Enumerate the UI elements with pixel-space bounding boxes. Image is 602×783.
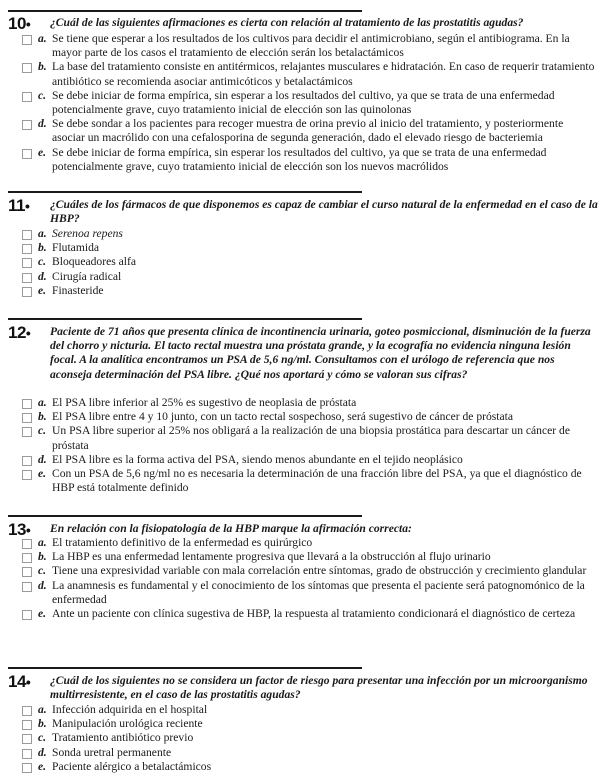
option-d[interactable]: d. El PSA libre es la forma activa del PSA, siendo menos abundante en el tejido neoplásico (0, 453, 602, 467)
checkbox[interactable] (22, 749, 32, 759)
checkbox[interactable] (22, 553, 32, 563)
checkbox[interactable] (22, 582, 32, 592)
question-number: 11• (8, 196, 30, 215)
option-d[interactable]: d. Cirugía radical (0, 270, 602, 284)
checkbox[interactable] (22, 567, 32, 577)
checkbox[interactable] (22, 149, 32, 159)
checkbox[interactable] (22, 720, 32, 730)
question-text: ¿Cuáles de los fármacos de que disponemos es capaz de cambiar el curso natural de la enfermedad en el caso de la HBP? (50, 198, 598, 226)
checkbox[interactable] (22, 470, 32, 480)
option-c[interactable]: c. Bloqueadores alfa (0, 255, 602, 269)
option-e[interactable]: e. Paciente alérgico a betalactámicos (0, 760, 602, 774)
option-a[interactable]: a. Se tiene que esperar a los resultados de los cultivos para decidir el antimicrobiano, según el antibiograma. En la mayor parte de los casos el tratamiento de elección serán los betalactámicos (0, 32, 602, 60)
checkbox[interactable] (22, 734, 32, 744)
option-d[interactable]: d. Se debe sondar a los pacientes para recoger muestra de orina previo al inicio del tratamiento, y posteriormente asociar un macrólido con una cefalosporina de segunda generación, dado el elevado riesgo de bacteriemia (0, 117, 602, 145)
option-a[interactable]: a. Serenoa repens (0, 227, 602, 241)
question-number: 13• (8, 520, 31, 539)
checkbox[interactable] (22, 92, 32, 102)
checkbox[interactable] (22, 244, 32, 254)
question-number: 12• (8, 323, 31, 342)
option-b[interactable]: b. La HBP es una enfermedad lentamente progresiva que llevará a la obstrucción al flujo urinario (0, 550, 602, 564)
divider (8, 515, 362, 517)
option-b[interactable]: b. El PSA libre entre 4 y 10 junto, con un tacto rectal sospechoso, será sugestivo de cáncer de próstata (0, 410, 602, 424)
question-text: Paciente de 71 años que presenta clínica de incontinencia urinaria, goteo posmiccional, disminución de la fuerza del chorro y nicturia. El tacto rectal muestra una próstata grande, y la ecografía no evidencia ninguna lesión focal. A la analítica encontramos un PSA de 5,6 ng/ml. Consultamos con el urólogo de referencia que nos aconseja determinación del PSA libre. ¿Qué nos aportará y cómo se valoran sus cifras? (50, 325, 591, 381)
checkbox[interactable] (22, 427, 32, 437)
checkbox[interactable] (22, 539, 32, 549)
checkbox[interactable] (22, 230, 32, 240)
divider (8, 667, 362, 669)
option-a[interactable]: a. El PSA libre inferior al 25% es sugestivo de neoplasia de próstata (0, 396, 602, 410)
checkbox[interactable] (22, 273, 32, 283)
checkbox[interactable] (22, 456, 32, 466)
option-c[interactable]: c. Un PSA libre superior al 25% nos obligará a la realización de una biopsia prostática para descartar un cáncer de próstata (0, 424, 602, 452)
divider (8, 10, 362, 12)
option-e[interactable]: e. Finasteride (0, 284, 602, 298)
question-number: 10• (8, 14, 31, 33)
question-number: 14• (8, 672, 31, 691)
option-e[interactable]: e. Se debe iniciar de forma empírica, sin esperar los resultados del cultivo, ya que se trata de una enfermedad potencialmente grave, cuyo tratamiento inicial de elección son los nuevos macrólidos (0, 146, 602, 174)
option-e[interactable]: e. Con un PSA de 5,6 ng/ml no es necesaria la determinación de una fracción libre del PSA, ya que el diagnóstico de HBP está totalmente definido (0, 467, 602, 495)
question-text: ¿Cuál de los siguientes no se considera un factor de riesgo para presentar una infección por un microorganismo multirresistente, en el caso de las prostatitis agudas? (50, 674, 588, 702)
option-a[interactable]: a. Infección adquirida en el hospital (0, 703, 602, 717)
checkbox[interactable] (22, 610, 32, 620)
option-c[interactable]: c. Tratamiento antibiótico previo (0, 731, 602, 745)
checkbox[interactable] (22, 706, 32, 716)
divider (8, 191, 362, 193)
option-c[interactable]: c. Tiene una expresividad variable con mala correlación entre síntomas, grado de obstrucción y crecimiento glandular (0, 564, 602, 578)
checkbox[interactable] (22, 287, 32, 297)
option-b[interactable]: b. La base del tratamiento consiste en antitérmicos, relajantes musculares e hidratación. En caso de requerir tratamiento antibiótico se recomienda asociar antimicóticos y betalactámicos (0, 60, 602, 88)
option-e[interactable]: e. Ante un paciente con clínica sugestiva de HBP, la respuesta al tratamiento condicionará el diagnóstico de certeza (0, 607, 602, 621)
checkbox[interactable] (22, 413, 32, 423)
checkbox[interactable] (22, 120, 32, 130)
checkbox[interactable] (22, 63, 32, 73)
question-text: En relación con la fisiopatología de la HBP marque la afirmación correcta: (50, 522, 412, 535)
checkbox[interactable] (22, 258, 32, 268)
checkbox[interactable] (22, 35, 32, 45)
option-b[interactable]: b. Manipulación urológica reciente (0, 717, 602, 731)
option-c[interactable]: c. Se debe iniciar de forma empírica, sin esperar a los resultados del cultivo, ya que se trata de una enfermedad potencialmente grave, cuyo tratamiento inicial de elección son las quinolonas (0, 89, 602, 117)
option-a[interactable]: a. El tratamiento definitivo de la enfermedad es quirúrgico (0, 536, 602, 550)
checkbox[interactable] (22, 763, 32, 773)
question-text: ¿Cuál de las siguientes afirmaciones es cierta con relación al tratamiento de las prostatitis agudas? (50, 16, 524, 29)
checkbox[interactable] (22, 399, 32, 409)
option-b[interactable]: b. Flutamida (0, 241, 602, 255)
divider (8, 318, 362, 320)
option-d[interactable]: d. La anamnesis es fundamental y el conocimiento de los síntomas que presenta el paciente será patognomónico de la enfermedad (0, 579, 602, 607)
option-d[interactable]: d. Sonda uretral permanente (0, 746, 602, 760)
